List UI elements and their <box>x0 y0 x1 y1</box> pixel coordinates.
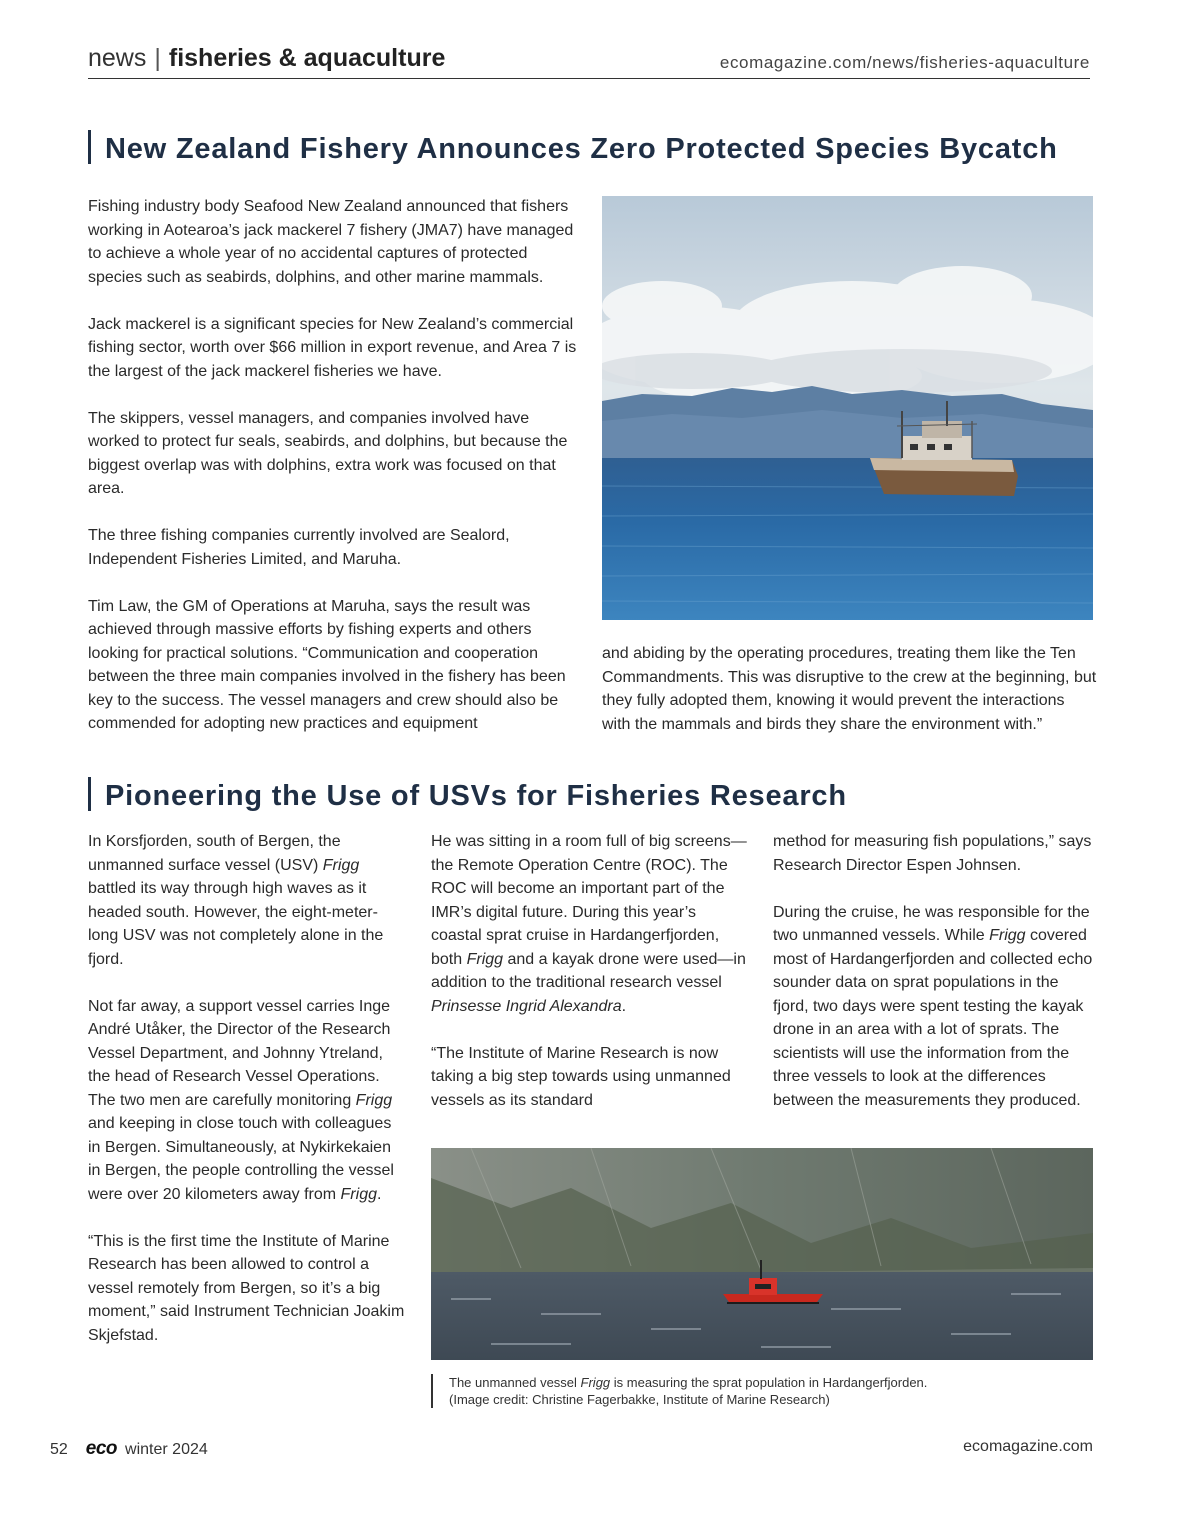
page-number: 52 <box>50 1441 68 1458</box>
text-run: Not far away, a support vessel carries Inge André Utåker, the Director of the Research Vessel Department, and Johnny Ytreland, the head of Research Vessel Operations. The two men are carefully monitoring <box>88 997 391 1109</box>
article2-paragraph <box>773 901 1095 1113</box>
article1-title: New Zealand Fishery Announces Zero Protected Species Bycatch <box>105 133 1058 165</box>
header-separator: | <box>154 44 161 72</box>
photo-caption <box>431 1374 1089 1408</box>
article2-title: Pioneering the Use of USVs for Fisheries Research <box>105 780 847 812</box>
eco-logo: eco <box>85 1438 118 1459</box>
usv-frigg-photo <box>431 1148 1093 1360</box>
fishing-vessel-photo <box>602 196 1093 620</box>
vessel-name: Frigg <box>340 1185 377 1203</box>
article1-paragraph: Jack mackerel is a significant species for New Zealand’s commercial fishing sector, worth over $66 million in export revenue, and Area 7 is the largest of the jack mackerel fisheries we have. <box>88 315 577 380</box>
vessel-name: Frigg <box>466 950 504 968</box>
article1-headline <box>88 133 1058 167</box>
article2-column-3 <box>773 830 1095 1112</box>
article2-paragraph <box>431 830 751 1018</box>
article2-paragraph <box>88 995 406 1207</box>
caption-line <box>449 1374 1089 1391</box>
text-run: and a kayak drone were used—in addition to the traditional research vessel <box>431 950 746 991</box>
article2-headline <box>88 780 847 814</box>
article2-column-1 <box>88 830 406 1347</box>
article1-continuation: and abiding by the operating procedures, treating them like the Ten Commandments. This was disruptive to the crew at the beginning, but they fully adopted them, knowing it would prevent the interactions with the mammals and birds they share the environment with.” <box>602 645 1097 733</box>
vessel-name: Frigg <box>989 927 1026 944</box>
article2-paragraph <box>88 830 406 971</box>
article1-paragraph: The three fishing companies currently involved are Sealord, Independent Fisheries Limited, and Maruha. <box>88 527 510 568</box>
text-run: . <box>621 997 627 1015</box>
article1-body <box>88 195 580 736</box>
text-run: battled its way through high waves as it headed south. However, the eight-meter-long USV was not completely alone in the fjord. <box>88 880 384 968</box>
headline-bar <box>88 130 91 164</box>
issue-label: winter 2024 <box>125 1441 208 1458</box>
header-divider <box>88 78 1090 79</box>
article2-paragraph: “The Institute of Marine Research is now taking a big step towards using unmanned vessels as its standard <box>431 1044 731 1109</box>
text-run: The unmanned vessel <box>449 1375 581 1390</box>
article1-paragraph: The skippers, vessel managers, and companies involved have worked to protect fur seals, seabirds, and dolphins, but because the biggest overlap was with dolphins, extra work was focused on that area. <box>88 409 568 497</box>
section-header <box>88 44 445 73</box>
footer-site[interactable]: ecomagazine.com <box>963 1438 1093 1455</box>
vessel-name: Frigg <box>322 856 360 874</box>
text-run: In Korsfjorden, south of Bergen, the unmanned surface vessel (USV) <box>88 833 341 874</box>
vessel-name: Frigg <box>580 1375 611 1390</box>
article1-paragraph: Tim Law, the GM of Operations at Maruha, says the result was achieved through massive efforts by fishing experts and others looking for practical solutions. “Communication and cooperation between the three main companies involved in the fishery has been key to the success. The vessel managers and crew should also be commended for adopting new practices and equipment <box>88 597 566 732</box>
text-run: covered most of Hardangerfjorden and collected echo sounder data on sprat populations in the fjord, two days were spent testing the kayak drone in an area with a lot of sprats. The scientists will use the information from the three vessels to look at the differences between the measurements they produced. <box>773 927 1093 1109</box>
article1-paragraph: Fishing industry body Seafood New Zealand announced that fishers working in Aotearoa’s jack mackerel 7 fishery (JMA7) have managed to achieve a whole year of no accidental captures of protected species such as seabirds, dolphins, and other marine mammals. <box>88 198 574 286</box>
text-run: He was sitting in a room full of big screens—the Remote Operation Centre (ROC). The ROC will become an important part of the IMR’s digital future. During this year’s coastal sprat cruise in Hardangerfjorden, both <box>431 833 747 968</box>
headline-bar <box>88 777 91 811</box>
text-run: is measuring the sprat population in Hardangerfjorden. <box>610 1375 928 1390</box>
footer-left <box>50 1438 208 1460</box>
text-run: During the cruise, he was responsible for the two unmanned vessels. While <box>773 903 1090 944</box>
vessel-name: Frigg <box>355 1091 393 1109</box>
text-run: and keeping in close touch with colleagues in Bergen. Simultaneously, at Nykirkekaien in Bergen, the people controlling the vessel were over 20 kilometers away from <box>88 1115 394 1203</box>
text-run: . <box>376 1185 382 1203</box>
article2-column-2 <box>431 830 751 1112</box>
caption-bar <box>431 1374 433 1408</box>
vessel-name: Prinsesse Ingrid Alexandra <box>431 997 622 1015</box>
section-label: news <box>88 44 147 72</box>
article2-paragraph: method for measuring fish populations,” says Research Director Espen Johnsen. <box>773 833 1092 874</box>
section-topic: fisheries & aquaculture <box>168 44 446 72</box>
caption-credit: (Image credit: Christine Fagerbakke, Institute of Marine Research) <box>449 1392 830 1407</box>
section-url[interactable]: ecomagazine.com/news/fisheries-aquaculture <box>719 53 1090 72</box>
article2-paragraph: “This is the first time the Institute of Marine Research has been allowed to control a vessel remotely from Bergen, so it’s a big moment,” said Instrument Technician Joakim Skjefstad. <box>88 1232 405 1344</box>
